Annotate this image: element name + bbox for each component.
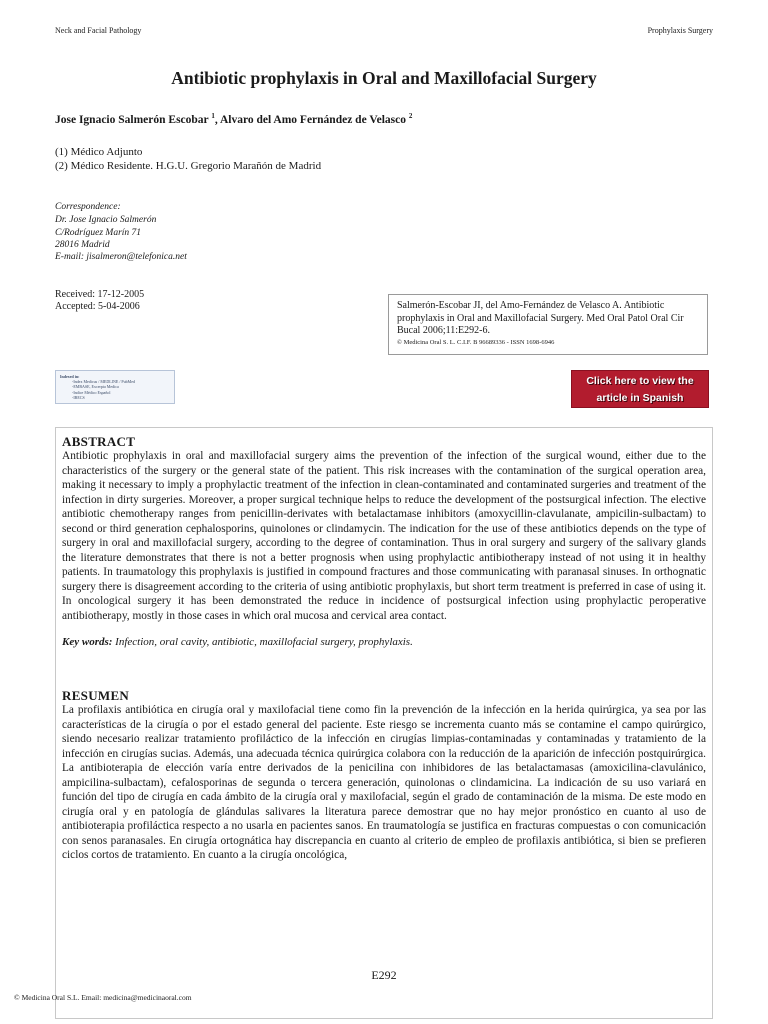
affiliation-1: (1) Médico Adjunto: [55, 146, 143, 158]
indexed-in-item: -Indice Médico Español: [72, 389, 111, 395]
received-date: Received: 17-12-2005: [55, 289, 145, 300]
affiliation-2: (2) Médico Residente. H.G.U. Gregorio Marañón de Madrid: [55, 160, 322, 172]
accepted-date: Accepted: 5-04-2006: [55, 301, 140, 312]
spanish-button-line-2: article in Spanish: [596, 392, 684, 404]
spanish-button-line-1: Click here to view the: [586, 375, 694, 387]
author-1: Jose Ignacio Salmerón Escobar: [55, 113, 209, 126]
indexed-in-item: -IBECS: [72, 394, 85, 400]
indexed-in-item: -EMBASE, Excerpta Medica: [72, 384, 119, 390]
abstract-text: Antibiotic prophylaxis in oral and maxillofacial surgery aims the prevention of the infection of the surgical wound, either due to the characteristics of the surgery or the general state of the patient. This risk increases with the contamination of the surgical operation area, making it necessary to imply a prophylactic treatment of the infection in clean-contaminated and contaminated surgeries and treatment of the infection in dirty surgeries. Moreover, a proper surgical technique helps to reduce the development of the postsurgical infection. The elective antibiotic chemotherapy ranges from penicillin-derivates with betalactamase inhibitors (amoxycillin-clavulanate, ampicilin-sulbactam) to second or third generation cephalosporins, quinolones or clindamycin. The indication for the use of these antibiotics depends on the type of surgery in oral and maxillofacial surgery, according to the degree of contamination. Thus in oral surgery and surgery of the salivary glands the literature demonstrates that there is not a better prognosis when using prophylactic antibiotherapy instead of not using it in healthy patients. In traumatology this prophylaxis is justified in compound fractures and those communicating with paranasal sinuses. In orthognatic surgery there is disagreement according to the criteria of using antibiotic prophylaxis, but short term treatment is preferred in case of using it. In oncological surgery it has been demonstrated the reduce in incidence of postsurgical infection using prophylactic peroperative antibiotherapy, mostly in those cases in which oral mucosa and cervical area contact.: [62, 450, 706, 622]
author-1-affiliation-mark: 1: [211, 112, 215, 120]
keywords-text: Infection, oral cavity, antibiotic, maxillofacial surgery, prophylaxis.: [115, 636, 413, 648]
abstract-box: [55, 427, 713, 1019]
author-2: Alvaro del Amo Fernández de Velasco: [219, 113, 406, 126]
footer-copyright: © Medicina Oral S.L. Email: medicina@medicinaoral.com: [14, 993, 192, 1002]
correspondence-street: C/Rodríguez Marín 71: [55, 228, 142, 238]
citation-text: Salmerón-Escobar JI, del Amo-Fernández de Velasco A. Antibiotic prophylaxis in Oral and Maxillofacial Surgery. Med Oral Patol Oral Cir Bucal 2006;11:E292-6.: [397, 300, 684, 336]
author-list: Jose Ignacio Salmerón Escobar $^1$, Alvaro del Amo Fernández de Velasco $^2$: [55, 112, 413, 126]
running-header-right: Prophylaxis Surgery: [647, 26, 713, 35]
citation-copyright: © Medicina Oral S. L. C.I.F. B 96689336 - ISSN 1698-6946: [397, 338, 555, 346]
running-header-left: Neck and Facial Pathology: [55, 26, 142, 35]
correspondence-city: 28016 Madrid: [55, 240, 110, 250]
citation-box: [388, 294, 708, 355]
author-2-affiliation-mark: 2: [408, 112, 413, 120]
correspondence-name: Dr. Jose Ignacio Salmerón: [55, 215, 157, 225]
indexed-in-item: -Index Medicus / MEDLINE / PubMed: [72, 379, 135, 385]
page-number: E292: [371, 968, 397, 982]
correspondence-email[interactable]: E-mail: jisalmeron@telefonica.net: [55, 252, 187, 262]
article-title: Antibiotic prophylaxis in Oral and Maxillofacial Surgery: [171, 68, 597, 88]
keywords-label: Key words:: [62, 636, 113, 648]
correspondence-heading: Correspondence:: [55, 202, 121, 212]
resumen-heading: RESUMEN: [62, 688, 130, 703]
abstract-heading: ABSTRACT: [62, 434, 136, 449]
keywords: [62, 635, 706, 649]
indexed-in-heading: Indexed in:: [60, 374, 80, 379]
resumen-text: La profilaxis antibiótica en cirugía oral y maxilofacial tiene como fin la prevención de la infección en la herida quirúrgica, ya sea por las características de la cirugía o por el estado general del paciente. Este riesgo se incrementa cuanto más se contamine el campo quirúrgico, siendo necesario realizar tratamiento profiláctico de la infección en cirugías limpias-contaminadas y contaminadas y tratamiento de la infección en cirugías sucias. Además, una adecuada técnica quirúrgica colabora con la reducción de la aparición de infección postquirúrgica. La antibioterapia de elección varía entre derivados de la penicilina con inhibidores de las betalactamasas (amoxicilina-clavulánico, ampicilina-sulbactam), cefalosporinas de segunda o tercera generación, quinolonas o clindamicina. La indicación de su uso variará en función del tipo de cirugía en cada ámbito de la cirugía oral y maxilofacial, según el grado de contaminación de la misma. De este modo en cirugía oral y en patología de glándulas salivares la literatura parece demostrar que no hay mejor pronóstico en cuanto al uso de antibioterapia profiláctica respecto a no usarla en pacientes sanos. En traumatología se justifica en fracturas compuestas o con comunicación con senos paranasales. En cirugía ortognática hay discrepancia en cuanto al criterio de empleo de profilaxis antibiótica, si bien se prefieren ciclos cortos de tratamiento. En cuanto a la cirugía oncológica,: [62, 704, 706, 861]
view-spanish-article-button[interactable]: [571, 370, 709, 408]
indexed-in-box: [55, 370, 175, 404]
